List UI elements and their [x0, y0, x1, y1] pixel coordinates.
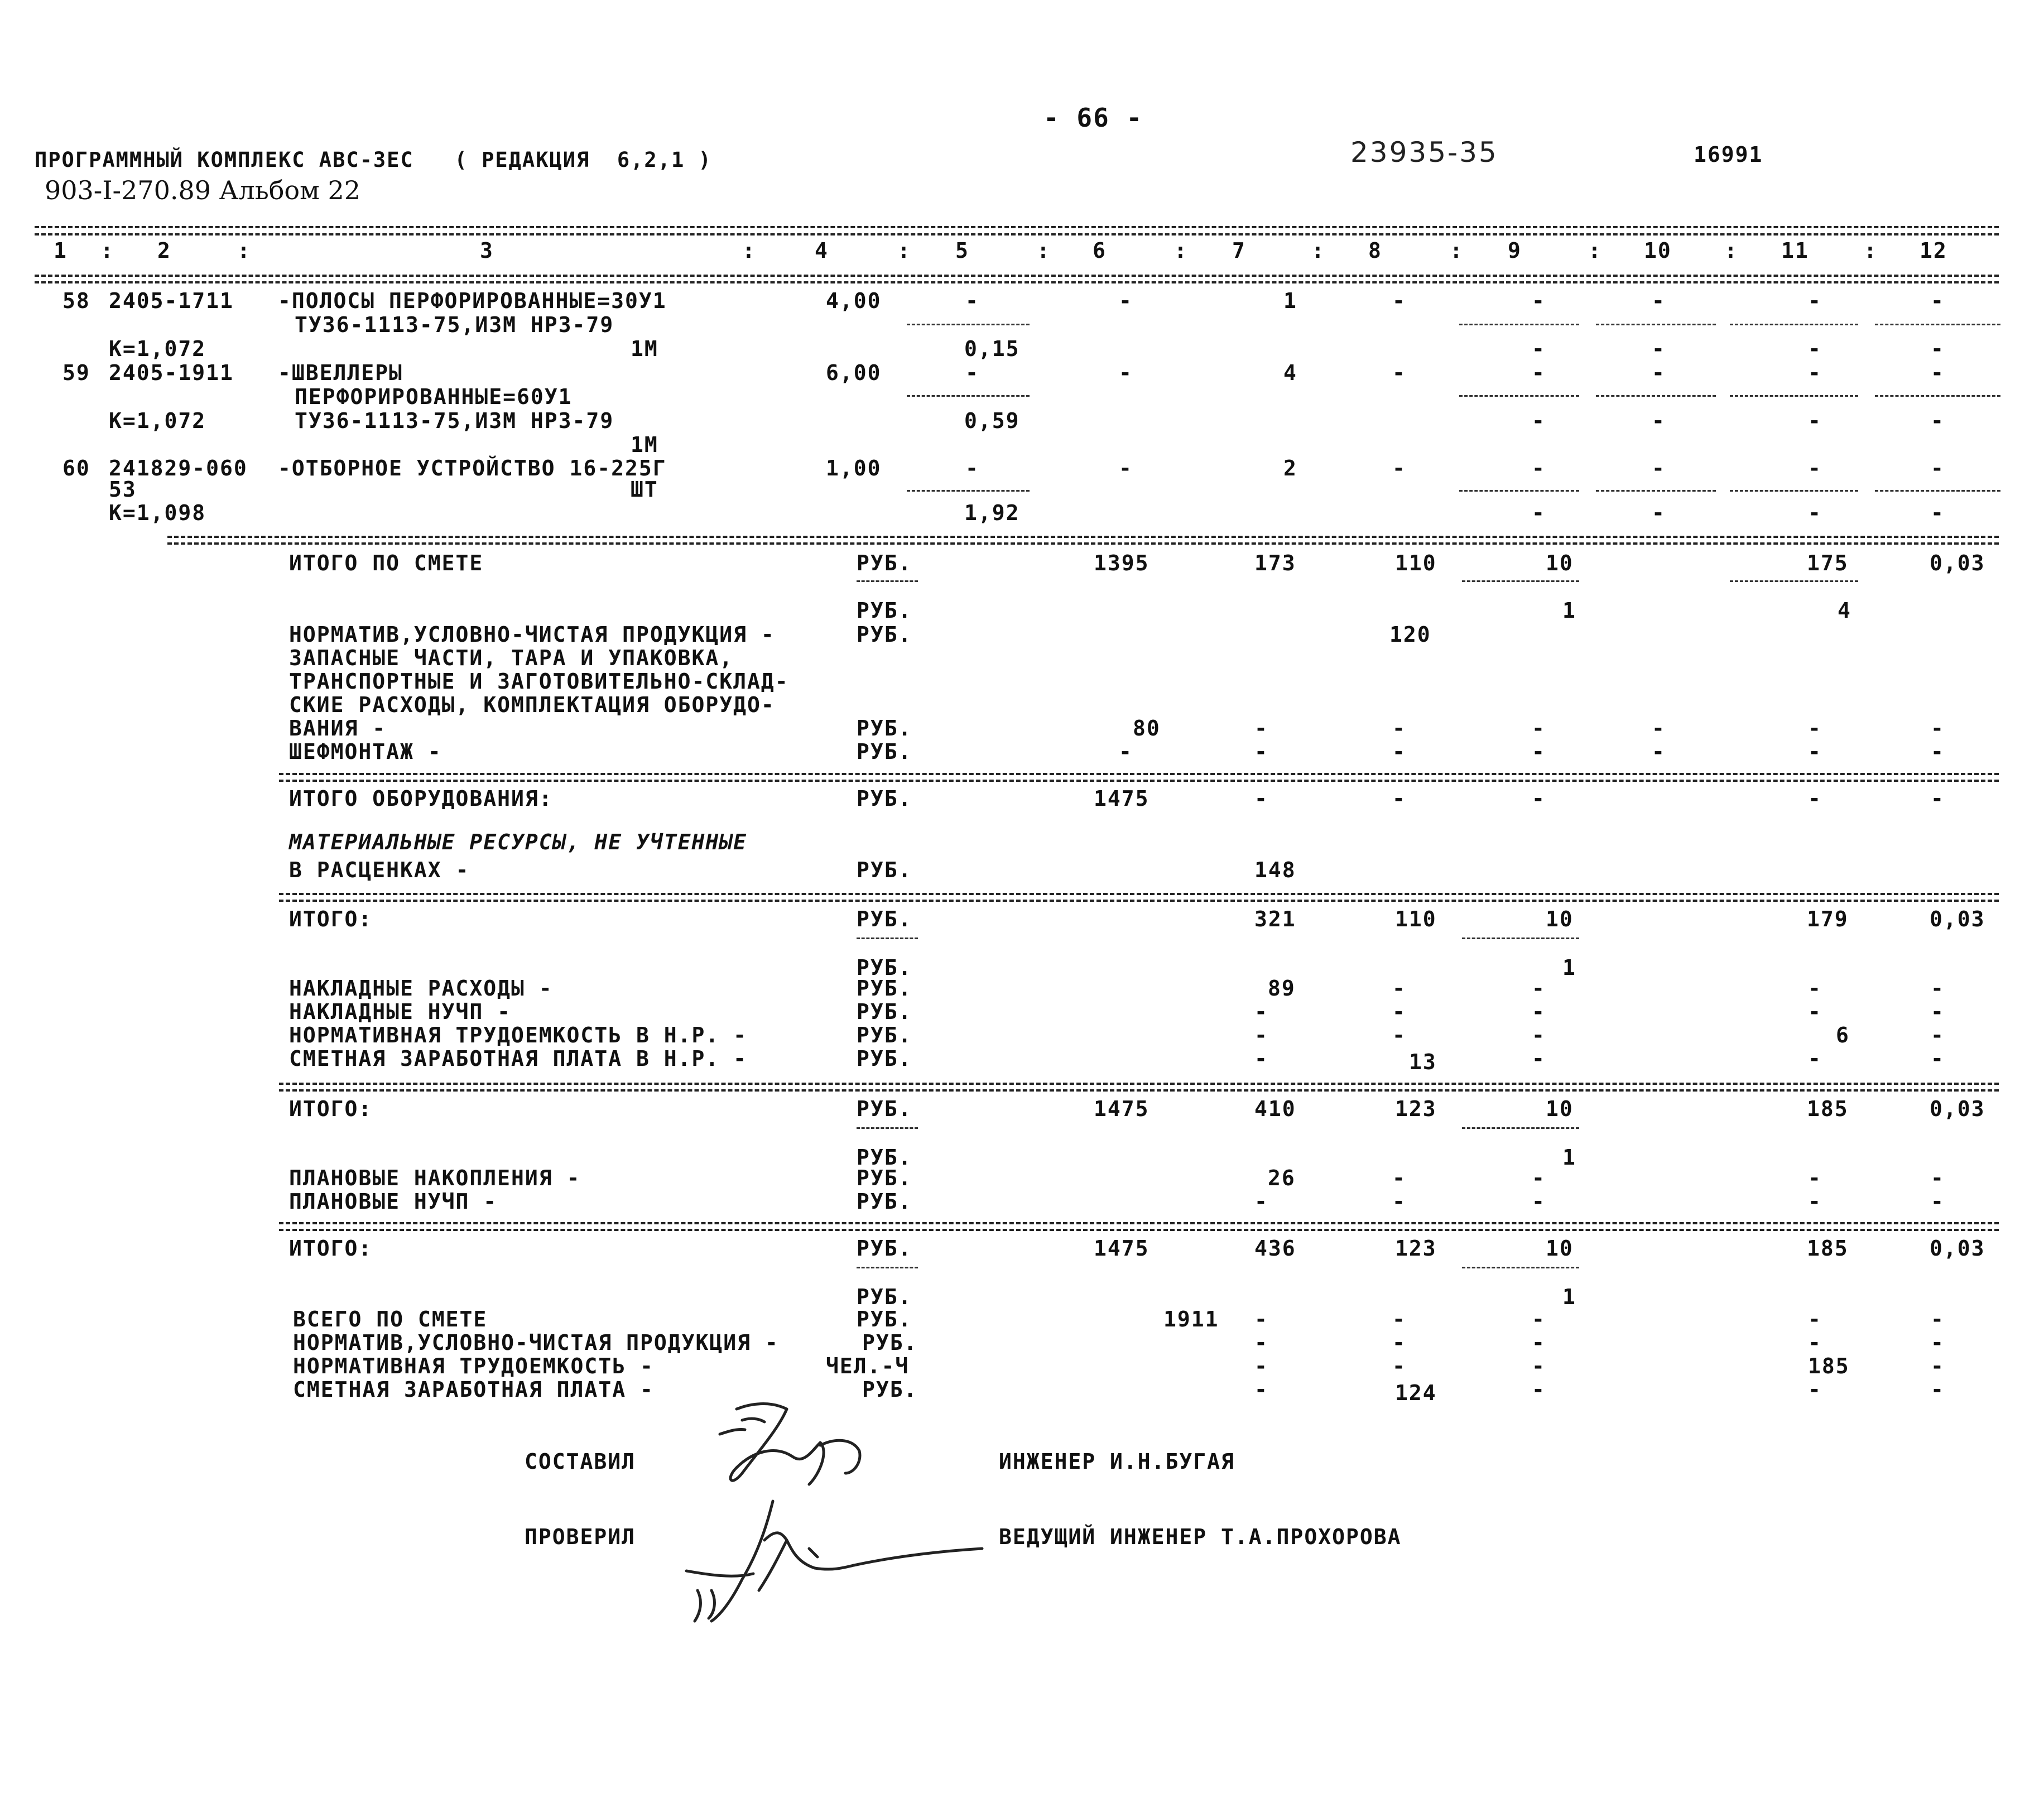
col-header-6: 6: [1093, 238, 1107, 263]
col-header-1: 1: [54, 238, 68, 263]
composed-name: ИНЖЕНЕР И.Н.БУГАЯ: [999, 1449, 1235, 1474]
page-number: - 66 -: [1043, 103, 1143, 133]
col-header-8: 8: [1368, 238, 1382, 263]
program-title: ПРОГРАММНЫЙ КОМПЛЕКС АВС-3ЕС ( РЕДАКЦИЯ 6,2,1 ): [35, 148, 712, 172]
doc-number: 16991: [1694, 142, 1763, 167]
col-header-10: 10: [1644, 238, 1672, 263]
col-header-7: 7: [1232, 238, 1246, 263]
col-header-2: 2: [157, 238, 171, 263]
checked-name: ВЕДУЩИЙ ИНЖЕНЕР Т.А.ПРОХОРОВА: [999, 1525, 1402, 1549]
col-header-5: 5: [955, 238, 969, 263]
col-header-4: 4: [815, 238, 829, 263]
col-header-12: 12: [1920, 238, 1947, 263]
col-header-11: 11: [1781, 238, 1809, 263]
checked-label: ПРОВЕРИЛ: [525, 1525, 636, 1549]
col-header-3: 3: [480, 238, 494, 263]
composed-label: СОСТАВИЛ: [525, 1449, 636, 1474]
album-title: 903-I-270.89 Альбом 22: [45, 175, 361, 205]
col-header-9: 9: [1508, 238, 1522, 263]
doc-code: 23935-35: [1350, 136, 1498, 169]
